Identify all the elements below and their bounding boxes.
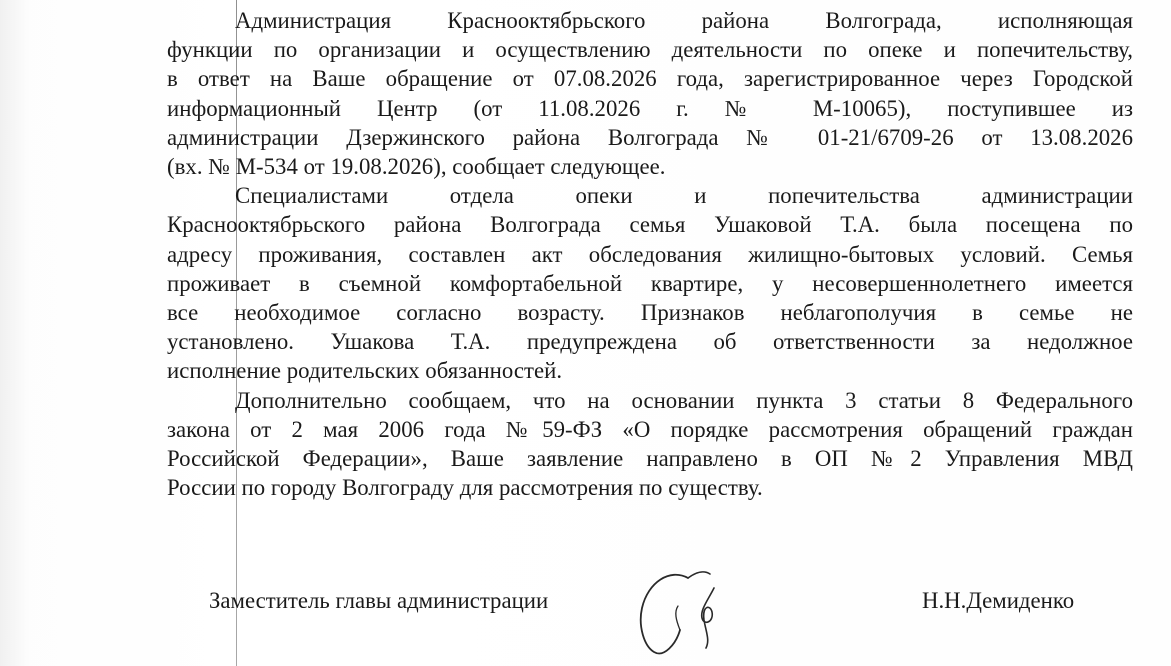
paragraph-3 [167,386,1133,503]
text-line: (вх. № М-534 от 19.08.2026), сообщает следующее. [167,154,666,180]
paragraph-1 [167,6,1133,181]
text-line: в ответ на Ваше обращение от 07.08.2026 года, зарегистрированное через Городской [167,66,1133,92]
text-line: Специалистами отдела опеки и попечительства администрации [235,183,1133,209]
handwritten-signature [630,560,740,660]
text-line: проживает в съемной комфортабельной квартире, у несовершеннолетнего имеется [167,270,1133,296]
signatory-name: Н.Н.Демиденко [922,588,1075,613]
letter-body [167,6,1133,502]
text-line: России по городу Волгограду для рассмотрения по существу. [167,475,763,501]
text-line: информационный Центр (от 11.08.2026 г. № М-10065), поступившее из [167,95,1133,121]
text-line: установлено. Ушакова Т.А. предупреждена об ответственности за недолжное [167,329,1133,355]
text-line: все необходимое согласно возрасту. Признаков неблагополучия в семье не [167,300,1133,326]
text-line: Краснооктябрьского района Волгограда семья Ушаковой Т.А. была посещена по [167,212,1133,238]
text-line: исполнение родительских обязанностей. [167,358,563,384]
paragraph-2 [167,181,1133,385]
text-line: Дополнительно сообщаем, что на основании пункта 3 статьи 8 Федерального [235,387,1133,413]
text-line: администрации Дзержинского района Волгограда № 01-21/6709-26 от 13.08.2026 [167,124,1133,150]
text-line: закона от 2 мая 2006 года №59-ФЗ «О порядке рассмотрения обращений граждан [167,416,1133,442]
signatory-position: Заместитель главы администрации [209,588,549,613]
text-line: адресу проживания, составлен акт обследования жилищно-бытовых условий. Семья [167,241,1133,267]
text-line: функции по организации и осуществлению деятельности по опеке и попечительству, [167,37,1133,63]
text-line: Российской Федерации», Ваше заявление направлено в ОП №2 Управления МВД [167,446,1133,472]
page-edge-shadow [0,0,30,666]
text-line: Администрация Краснооктябрьского района Волгограда, исполняющая [235,8,1133,33]
